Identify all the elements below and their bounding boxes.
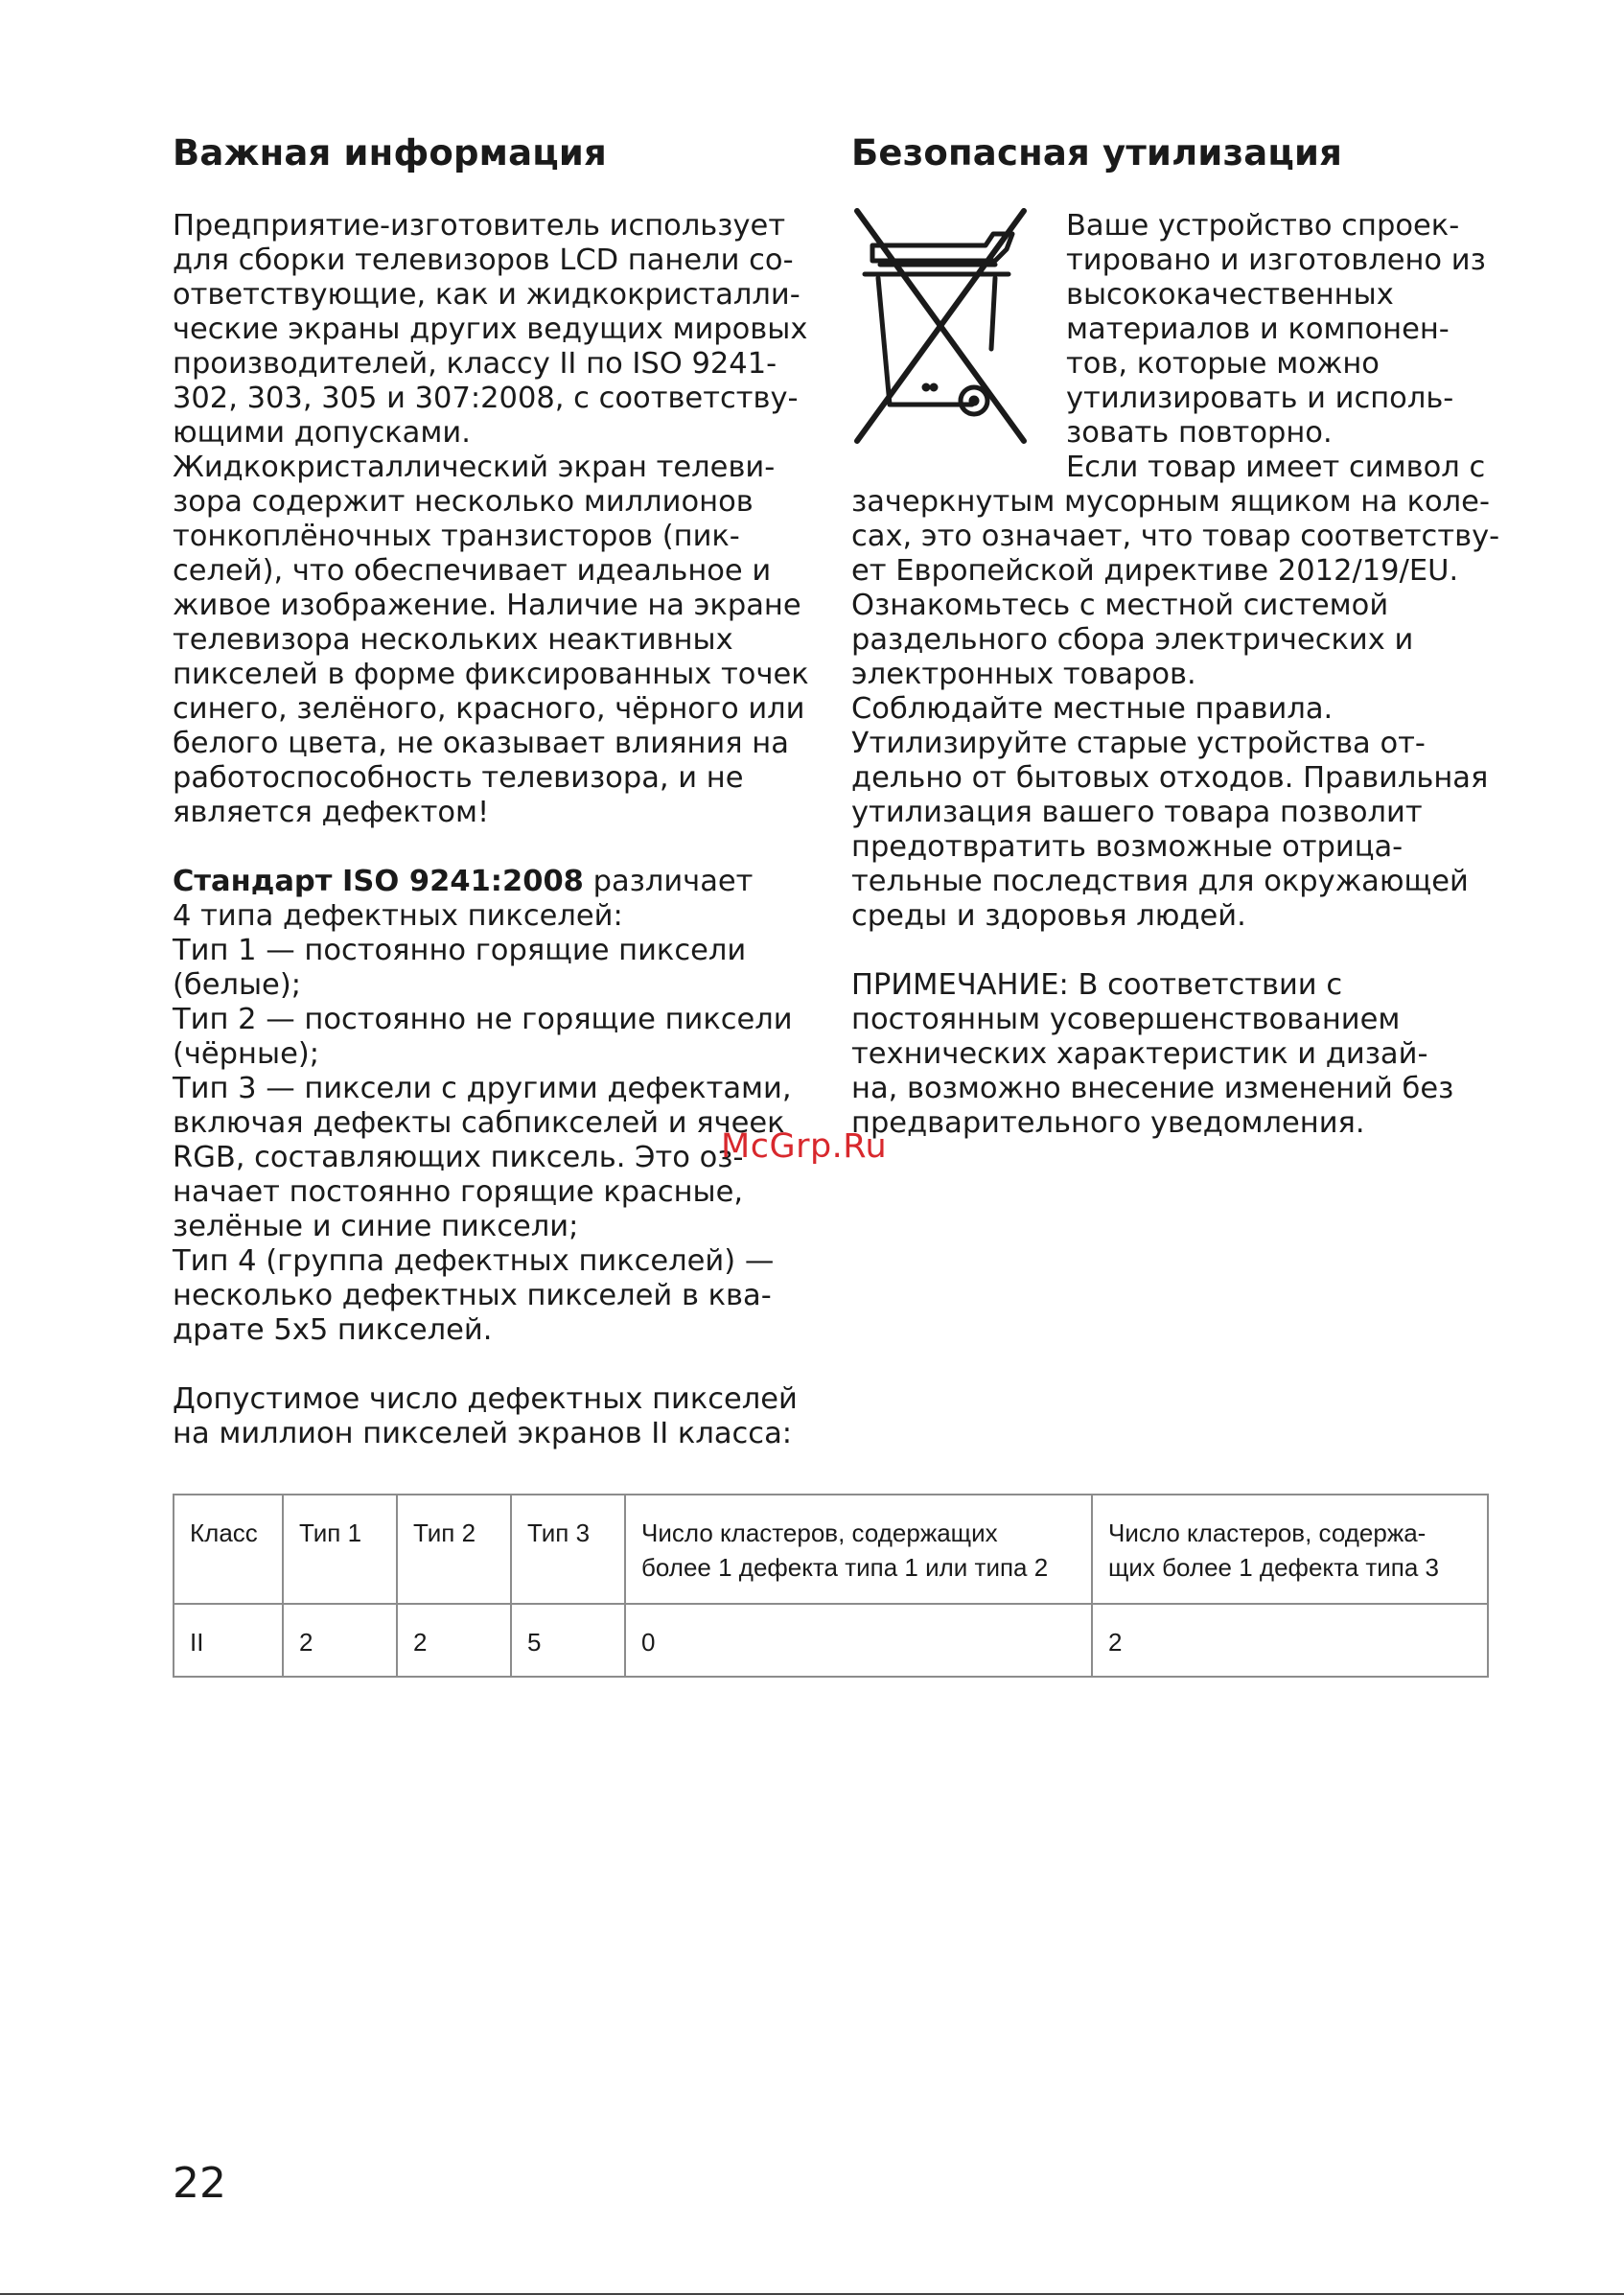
text-line: дельно от бытовых отходов. Правильная: [851, 761, 1489, 795]
text-line: драте 5х5 пикселей.: [173, 1313, 493, 1347]
table-header-row: [174, 1495, 1488, 1604]
text-line: работоспособность телевизора, и не: [173, 761, 744, 795]
text-line: тировано и изготовлено из: [1066, 243, 1486, 277]
text-line: зора содержит несколько миллионов: [173, 485, 754, 519]
page-number: 22: [173, 2159, 226, 2208]
iso-standard-title: Стандарт ISO 9241:2008: [173, 865, 584, 898]
text-line: постоянным усовершенствованием: [851, 1003, 1401, 1036]
text-line: Тип 3 — пиксели с другими дефектами,: [173, 1072, 792, 1105]
text-line: Если товар имеет символ с: [1066, 451, 1486, 484]
header-text: щих более 1 дефекта типа 3: [1108, 1553, 1440, 1582]
table-cell: 2: [283, 1604, 397, 1677]
heading-safe-disposal: Безопасная утилизация: [851, 132, 1343, 174]
text-line: живое изображение. Наличие на экране: [173, 589, 801, 622]
text-line: Предприятие-изготовитель использует: [173, 209, 786, 243]
allowed-pixels-paragraph: [173, 1382, 798, 1451]
text-line: [173, 865, 793, 899]
text-line: Соблюдайте местные правила.: [851, 692, 1334, 726]
text-line: электронных товаров.: [851, 658, 1196, 691]
text-line: технических характеристик и дизай-: [851, 1037, 1428, 1071]
text-line: зовать повторно.: [1066, 416, 1333, 450]
text-fragment: различает: [583, 865, 754, 898]
disposal-side-paragraph: [1066, 209, 1486, 451]
text-line: ческие экраны других ведущих мировых: [173, 313, 808, 346]
text-line: является дефектом!: [173, 796, 490, 829]
text-line: сах, это означает, что товар соответству-: [851, 520, 1500, 553]
table-header-cell: [397, 1495, 511, 1604]
text-line: селей), что обеспечивает идеальное и: [173, 554, 772, 588]
text-line: Тип 4 (группа дефектных пикселей) —: [173, 1244, 775, 1278]
text-line: утилизировать и исполь-: [1066, 382, 1454, 415]
text-line: Утилизируйте старые устройства от-: [851, 727, 1426, 760]
text-line: Ваше устройство спроек-: [1066, 209, 1460, 243]
text-line: ющими допусками.: [173, 416, 471, 450]
table-header-cell: [174, 1495, 283, 1604]
defective-pixels-table: [173, 1494, 1489, 1678]
header-text: Тип 3: [527, 1518, 591, 1547]
table-cell: 2: [1092, 1604, 1488, 1677]
text-line: 302, 303, 305 и 307:2008, с соответству-: [173, 382, 799, 415]
text-line: утилизация вашего товара позволит: [851, 796, 1423, 829]
text-line: ПРИМЕЧАНИЕ: В соответствии с: [851, 968, 1343, 1002]
header-text: Число кластеров, содержа-: [1108, 1518, 1427, 1547]
text-line: предварительного уведомления.: [851, 1106, 1365, 1140]
disposal-main-paragraph: [851, 451, 1499, 934]
table-header-cell: [1092, 1495, 1488, 1604]
text-line: тельные последствия для окружающей: [851, 865, 1469, 898]
text-line: производителей, классу II по ISO 9241-: [173, 347, 777, 381]
text-line: среды и здоровья людей.: [851, 899, 1246, 933]
text-line: Ознакомьтесь с местной системой: [851, 589, 1389, 622]
table-header-cell: [283, 1495, 397, 1604]
table-header-cell: [511, 1495, 625, 1604]
watermark: McGrp.Ru: [721, 1127, 888, 1166]
important-info-paragraph: [173, 209, 809, 830]
text-line: несколько дефектных пикселей в ква-: [173, 1279, 772, 1312]
text-line: Жидкокристаллический экран телеви-: [173, 451, 776, 484]
text-line: RGB, составляющих пиксель. Это оз-: [173, 1141, 744, 1174]
text-line: для сборки телевизоров LCD панели со-: [173, 243, 794, 277]
text-line: Допустимое число дефектных пикселей: [173, 1382, 798, 1416]
text-line: Тип 1 — постоянно горящие пиксели: [173, 934, 747, 967]
header-text: Число кластеров, содержащих: [641, 1518, 998, 1547]
crossed-out-wheelie-bin-icon: [851, 205, 1033, 449]
text-line: синего, зелёного, красного, чёрного или: [173, 692, 805, 726]
text-line: (белые);: [173, 968, 301, 1002]
text-line: высококачественных: [1066, 278, 1394, 312]
text-line: включая дефекты сабпикселей и ячеек: [173, 1106, 785, 1140]
table-row: [174, 1604, 1488, 1677]
table-cell: II: [174, 1604, 283, 1677]
iso-standard-paragraph: [173, 865, 793, 1348]
text-line: материалов и компонен-: [1066, 313, 1450, 346]
header-text: Класс: [190, 1518, 258, 1547]
text-line: пикселей в форме фиксированных точек: [173, 658, 809, 691]
header-text: более 1 дефекта типа 1 или типа 2: [641, 1553, 1049, 1582]
text-line: начает постоянно горящие красные,: [173, 1175, 744, 1209]
text-line: ответствующие, как и жидкокристалли-: [173, 278, 800, 312]
table-header-cell: [625, 1495, 1092, 1604]
header-text: Тип 1: [299, 1518, 362, 1547]
table-cell: 0: [625, 1604, 1092, 1677]
text-line: на, возможно внесение изменений без: [851, 1072, 1454, 1105]
text-line: телевизора нескольких неактивных: [173, 623, 733, 657]
text-line: тонкоплёночных транзисторов (пик-: [173, 520, 740, 553]
table-cell: 2: [397, 1604, 511, 1677]
text-line: зелёные и синие пиксели;: [173, 1210, 579, 1243]
text-line: Тип 2 — постоянно не горящие пиксели: [173, 1003, 793, 1036]
table-cell: 5: [511, 1604, 625, 1677]
text-line: ет Европейской директиве 2012/19/EU.: [851, 554, 1459, 588]
text-line: белого цвета, не оказывает влияния на: [173, 727, 789, 760]
text-line: на миллион пикселей экранов II класса:: [173, 1417, 793, 1450]
text-line: 4 типа дефектных пикселей:: [173, 899, 623, 933]
text-line: (чёрные);: [173, 1037, 320, 1071]
text-line: раздельного сбора электрических и: [851, 623, 1414, 657]
text-line: предотвратить возможные отрица-: [851, 830, 1404, 864]
header-text: Тип 2: [413, 1518, 476, 1547]
text-line: зачеркнутым мусорным ящиком на коле-: [851, 485, 1490, 519]
note-paragraph: [851, 968, 1453, 1141]
heading-important-info: Важная информация: [173, 132, 607, 174]
text-line: тов, которые можно: [1066, 347, 1380, 381]
